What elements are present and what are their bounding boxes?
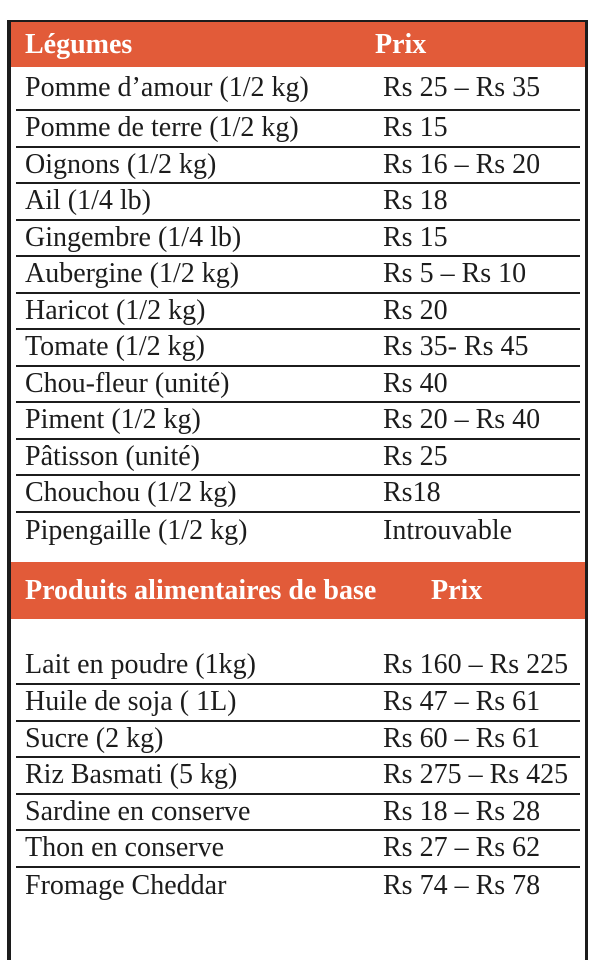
item-name: Pipengaille (1/2 kg) [25,514,248,546]
item-price: Rs 275 – Rs 425 [383,759,569,791]
section-header-legumes [11,22,585,67]
item-name: Riz Basmati (5 kg) [25,759,238,791]
table-row [16,795,580,832]
table-row [16,67,580,111]
item-name: Pomme de terre (1/2 kg) [25,112,299,144]
item-price: Introuvable [383,514,513,546]
item-price: Rs 40 [383,367,448,399]
item-name: Aubergine (1/2 kg) [25,258,240,290]
item-name: Sucre (2 kg) [25,722,164,754]
item-price: Rs 16 – Rs 20 [383,148,541,180]
price-table-frame [7,20,588,960]
table-row [16,647,580,685]
table-row [16,831,580,868]
table-row [16,868,580,905]
table-row [16,440,580,477]
legumes-rows [16,67,580,549]
item-name: Gingembre (1/4 lb) [25,221,242,253]
section-title: Produits alimentaires de base [25,574,377,606]
item-price: Rs 20 – Rs 40 [383,404,541,436]
item-name: Sardine en conserve [25,795,251,827]
item-name: Huile de soja ( 1L) [25,686,237,718]
item-price: Rs 60 – Rs 61 [383,722,541,754]
item-price: Rs18 [383,477,441,509]
item-name: Lait en poudre (1kg) [25,649,256,680]
table-row [16,476,580,513]
item-price: Rs 15 [383,112,448,144]
table-row [16,722,580,759]
item-price: Rs 18 – Rs 28 [383,795,541,827]
item-price: Rs 18 [383,185,448,217]
table-row [16,513,580,550]
table-row [16,367,580,404]
table-row [16,257,580,294]
table-row [16,685,580,722]
price-column-header: Prix [431,574,483,606]
item-price: Rs 27 – Rs 62 [383,832,541,864]
produits-rows [16,647,580,904]
item-price: Rs 20 [383,294,448,326]
table-row [16,330,580,367]
item-name: Pomme d’amour (1/2 kg) [25,72,309,103]
section-title: Légumes [25,28,133,60]
item-name: Piment (1/2 kg) [25,404,201,436]
item-price: Rs 160 – Rs 225 [383,649,569,680]
item-name: Ail (1/4 lb) [25,185,151,217]
item-name: Fromage Cheddar [25,869,227,901]
item-name: Oignons (1/2 kg) [25,148,217,180]
table-row [16,758,580,795]
table-row [16,111,580,148]
item-price: Rs 25 – Rs 35 [383,72,541,103]
item-name: Chou-fleur (unité) [25,367,230,399]
table-row [16,184,580,221]
item-price: Rs 74 – Rs 78 [383,869,541,901]
table-row [16,221,580,258]
item-price: Rs 47 – Rs 61 [383,686,541,718]
item-price: Rs 5 – Rs 10 [383,258,527,290]
item-name: Tomate (1/2 kg) [25,331,205,363]
item-name: Haricot (1/2 kg) [25,294,206,326]
price-column-header: Prix [375,28,427,60]
item-price: Rs 25 [383,440,448,472]
table-row [16,294,580,331]
item-price: Rs 15 [383,221,448,253]
item-name: Chouchou (1/2 kg) [25,477,237,509]
item-name: Thon en conserve [25,832,225,864]
item-name: Pâtisson (unité) [25,440,200,472]
item-price: Rs 35- Rs 45 [383,331,529,363]
table-row [16,403,580,440]
section-header-produits [11,562,585,619]
table-row [16,148,580,185]
